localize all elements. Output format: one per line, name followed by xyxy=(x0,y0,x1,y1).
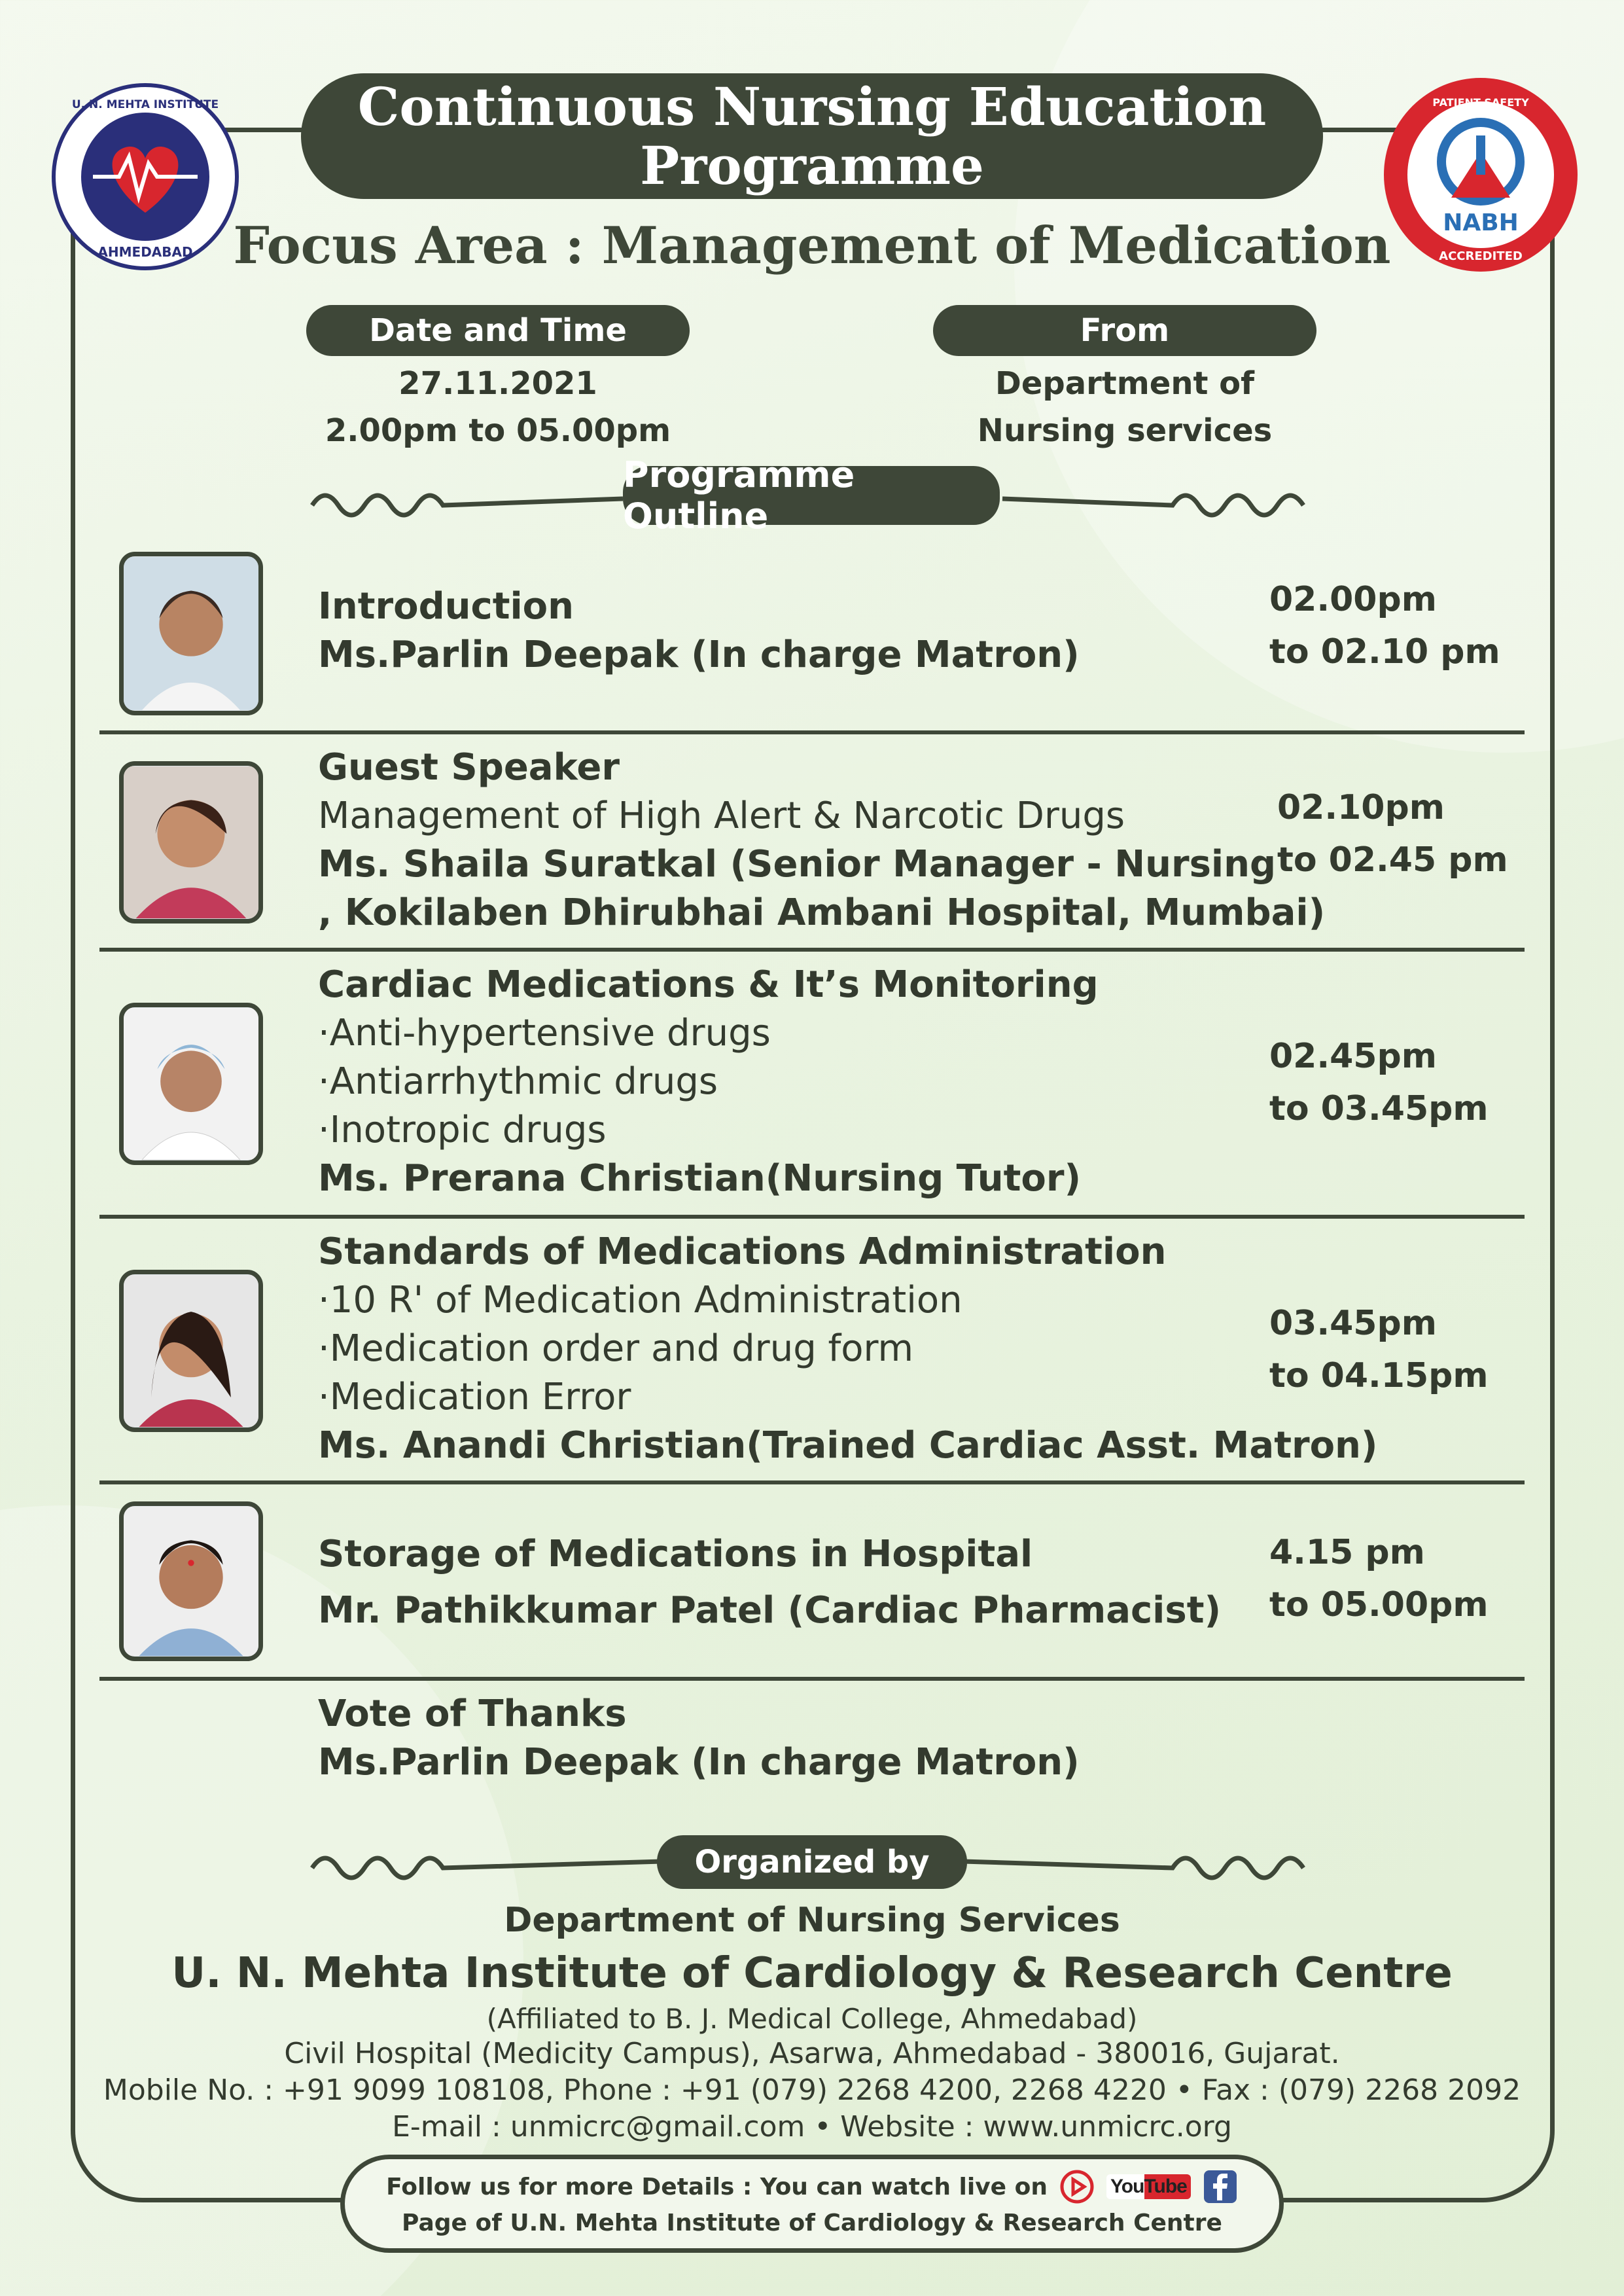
time-end: to 03.45pm xyxy=(1269,1089,1489,1128)
youtube-icon[interactable] xyxy=(1106,2174,1191,2199)
programme-outline-label: Programme Outline xyxy=(623,466,1000,525)
session-storage xyxy=(318,1526,1221,1639)
date-time-info xyxy=(306,360,690,454)
time-end: to 05.00pm xyxy=(1269,1585,1489,1624)
time-start: 4.15 pm xyxy=(1269,1533,1425,1572)
time-start: 02.00pm xyxy=(1269,580,1437,619)
row-divider xyxy=(99,1215,1525,1219)
session-speaker: Ms.Parlin Deepak (In charge Matron) xyxy=(318,634,1080,676)
session-standards xyxy=(318,1228,1378,1470)
time-end: to 02.45 pm xyxy=(1277,840,1508,880)
session-vote-of-thanks xyxy=(318,1690,1080,1787)
session-speaker: Ms.Parlin Deepak (In charge Matron) xyxy=(318,1741,1080,1784)
session-time xyxy=(1277,781,1508,886)
speaker-photo xyxy=(119,1270,263,1432)
session-speaker: Ms. Prerana Christian(Nursing Tutor) xyxy=(318,1157,1082,1200)
organizer-institute: U. N. Mehta Institute of Cardiology & Research Centre xyxy=(171,1949,1453,1998)
organized-by-label: Organized by xyxy=(657,1835,967,1889)
session-title: Cardiac Medications & It’s Monitoring xyxy=(318,963,1099,1006)
session-point: ·Anti-hypertensive drugs xyxy=(318,1012,771,1054)
time-end: to 04.15pm xyxy=(1269,1356,1489,1395)
row-divider xyxy=(99,730,1525,734)
event-date: 27.11.2021 xyxy=(398,365,597,402)
from-label: From xyxy=(933,305,1316,356)
session-speaker: Ms. Anandi Christian(Trained Cardiac Asst. Matron) xyxy=(318,1424,1378,1467)
organizer-web: E-mail : unmicrc@gmail.com • Website : www.unmicrc.org xyxy=(392,2110,1232,2144)
title-line-1: Continuous Nursing Education xyxy=(357,76,1267,137)
session-title: Guest Speaker xyxy=(318,746,620,789)
row-divider xyxy=(99,1480,1525,1484)
session-title: Standards of Medications Administration xyxy=(318,1230,1167,1273)
from-line-1: Department of xyxy=(995,365,1255,402)
from-info xyxy=(933,360,1316,454)
session-title: Introduction xyxy=(318,585,574,628)
row-divider xyxy=(99,1677,1525,1681)
session-point: ·Antiarrhythmic drugs xyxy=(318,1060,718,1103)
svg-text:PATIENT SAFETY: PATIENT SAFETY xyxy=(1432,96,1529,109)
svg-text:U. N. MEHTA INSTITUTE: U. N. MEHTA INSTITUTE xyxy=(71,98,219,111)
youtube-text: YouTube xyxy=(1106,2174,1191,2199)
speaker-photo xyxy=(119,1003,263,1165)
session-intro xyxy=(318,583,1080,679)
session-title: Storage of Medications in Hospital xyxy=(318,1533,1033,1575)
session-point: ·10 R' of Medication Administration xyxy=(318,1279,962,1321)
follow-line-2: Page of U.N. Mehta Institute of Cardiology & Research Centre xyxy=(402,2210,1222,2236)
session-point: ·Medication Error xyxy=(318,1376,631,1418)
from-line-2: Nursing services xyxy=(977,412,1273,449)
title-line-2: Programme xyxy=(640,135,984,196)
session-time xyxy=(1269,573,1500,678)
session-time xyxy=(1269,1030,1489,1135)
organizer-department: Department of Nursing Services xyxy=(504,1901,1120,1940)
session-time xyxy=(1269,1526,1489,1631)
session-guest xyxy=(318,744,1325,937)
event-time: 2.00pm to 05.00pm xyxy=(325,412,671,449)
session-speaker-line1: Ms. Shaila Suratkal (Senior Manager - Nursing xyxy=(318,843,1277,886)
time-start: 03.45pm xyxy=(1269,1304,1437,1343)
follow-text: Follow us for more Details : You can watch live on xyxy=(386,2173,1048,2200)
play-icon[interactable] xyxy=(1059,2169,1095,2204)
date-time-label: Date and Time xyxy=(306,305,690,356)
svg-text:ACCREDITED: ACCREDITED xyxy=(1439,249,1523,263)
session-speaker-line2: , Kokilaben Dhirubhai Ambani Hospital, Mumbai) xyxy=(318,891,1326,934)
session-title: Vote of Thanks xyxy=(318,1693,627,1735)
session-time xyxy=(1269,1297,1489,1402)
row-divider xyxy=(99,948,1525,952)
time-start: 02.10pm xyxy=(1277,788,1445,827)
programme-title xyxy=(301,73,1323,199)
organizer-affiliation: (Affiliated to B. J. Medical College, Ahmedabad) xyxy=(486,2003,1138,2035)
organizer-address: Civil Hospital (Medicity Campus), Asarwa, Ahmedabad - 380016, Gujarat. xyxy=(284,2037,1340,2070)
organizer-contact: Mobile No. : +91 9099 108108, Phone : +91 (079) 2268 4200, 2268 4220 • Fax : (079) 2268 2092 xyxy=(103,2073,1521,2107)
time-end: to 02.10 pm xyxy=(1269,632,1500,672)
session-cardiac xyxy=(318,961,1099,1203)
facebook-icon[interactable] xyxy=(1203,2169,1238,2204)
svg-text:AHMEDABAD: AHMEDABAD xyxy=(97,244,193,260)
session-speaker: Mr. Pathikkumar Patel (Cardiac Pharmacist) xyxy=(318,1589,1222,1632)
svg-text:NABH: NABH xyxy=(1443,209,1519,236)
focus-area-heading: Focus Area : Management of Medication xyxy=(233,216,1391,276)
session-topic: Management of High Alert & Narcotic Drugs xyxy=(318,795,1125,837)
session-point: ·Medication order and drug form xyxy=(318,1327,914,1370)
speaker-photo xyxy=(119,1501,263,1661)
session-point: ·Inotropic drugs xyxy=(318,1109,607,1151)
time-start: 02.45pm xyxy=(1269,1037,1437,1076)
speaker-photo xyxy=(119,552,263,715)
speaker-photo xyxy=(119,761,263,924)
follow-line-1 xyxy=(366,2170,1258,2203)
follow-us-panel xyxy=(340,2155,1284,2253)
